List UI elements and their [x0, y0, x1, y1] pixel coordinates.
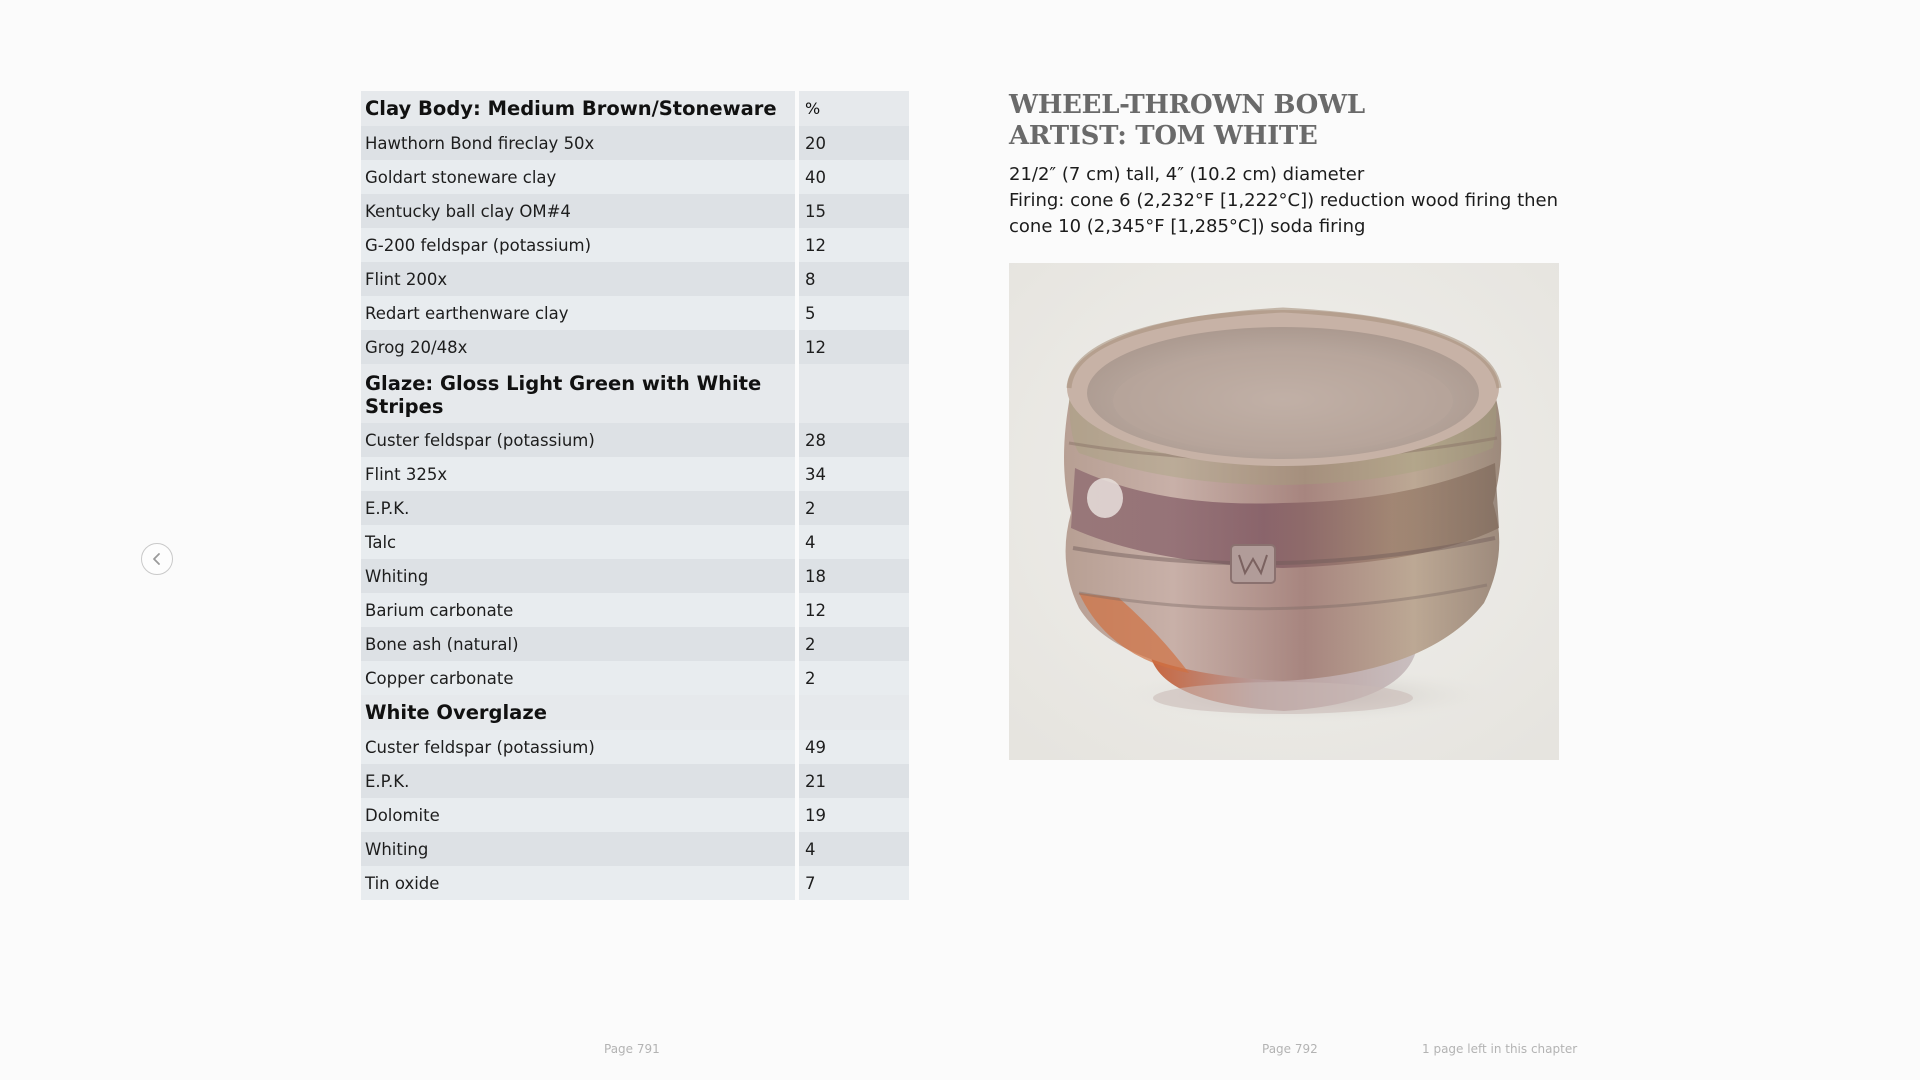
artwork-firing: Firing: cone 6 (2,232°F [1,222°C]) reduction wood firing then cone 10 (2,345°F [1,285°C]) soda firing [1009, 190, 1559, 237]
table-row [361, 457, 909, 491]
ingredient-name: Hawthorn Bond fireclay 50x [361, 126, 799, 160]
ingredient-percent: 4 [799, 525, 909, 559]
artwork-artist-line: ARTIST: TOM WHITE [1009, 121, 1318, 151]
ingredient-percent: 49 [799, 730, 909, 764]
bowl-photo [1009, 263, 1559, 760]
table-row [361, 661, 909, 695]
ingredient-percent: 4 [799, 832, 909, 866]
table-row [361, 491, 909, 525]
recipe-table-body [361, 91, 909, 900]
ingredient-name: Barium carbonate [361, 593, 799, 627]
ingredient-percent: 15 [799, 194, 909, 228]
ingredient-name: Grog 20/48x [361, 330, 799, 364]
ingredient-name: Whiting [361, 832, 799, 866]
artwork-title-line-1: WHEEL-THROWN BOWL [1009, 90, 1365, 120]
ingredient-name: Bone ash (natural) [361, 627, 799, 661]
ingredient-name: Goldart stoneware clay [361, 160, 799, 194]
recipe-table [361, 91, 909, 900]
ingredient-name: G-200 feldspar (potassium) [361, 228, 799, 262]
ingredient-name: Custer feldspar (potassium) [361, 423, 799, 457]
ingredient-name: E.P.K. [361, 491, 799, 525]
table-row [361, 330, 909, 364]
table-row [361, 423, 909, 457]
table-section-header [361, 364, 909, 423]
ingredient-percent: 12 [799, 228, 909, 262]
artwork-details [1009, 162, 1569, 240]
table-row [361, 627, 909, 661]
artwork-title [1009, 90, 1365, 152]
ingredient-percent: 12 [799, 330, 909, 364]
table-row [361, 764, 909, 798]
section-percent-header [799, 695, 909, 730]
section-title: White Overglaze [361, 695, 799, 730]
ingredient-percent: 2 [799, 627, 909, 661]
ingredient-percent: 18 [799, 559, 909, 593]
ingredient-percent: 34 [799, 457, 909, 491]
table-row [361, 559, 909, 593]
section-percent-header [799, 364, 909, 423]
section-title: Clay Body: Medium Brown/Stoneware [361, 91, 799, 126]
previous-page-button[interactable] [141, 543, 173, 575]
table-row [361, 593, 909, 627]
table-row [361, 730, 909, 764]
table-row [361, 262, 909, 296]
ingredient-percent: 19 [799, 798, 909, 832]
artwork-dimensions: 21/2″ (7 cm) tall, 4″ (10.2 cm) diameter [1009, 164, 1365, 185]
ingredient-percent: 2 [799, 491, 909, 525]
ingredient-percent: 20 [799, 126, 909, 160]
table-section-header [361, 695, 909, 730]
chevron-left-icon [150, 552, 164, 566]
ingredient-name: Flint 325x [361, 457, 799, 491]
ingredient-percent: 7 [799, 866, 909, 900]
left-page-number: Page 791 [604, 1042, 660, 1056]
ingredient-percent: 12 [799, 593, 909, 627]
ingredient-name: E.P.K. [361, 764, 799, 798]
ingredient-name: Copper carbonate [361, 661, 799, 695]
ingredient-name: Talc [361, 525, 799, 559]
table-row [361, 866, 909, 900]
ingredient-percent: 8 [799, 262, 909, 296]
table-row [361, 525, 909, 559]
ingredient-percent: 5 [799, 296, 909, 330]
table-row [361, 126, 909, 160]
table-row [361, 296, 909, 330]
ingredient-name: Kentucky ball clay OM#4 [361, 194, 799, 228]
section-percent-header: % [799, 91, 909, 126]
table-row [361, 832, 909, 866]
table-row [361, 160, 909, 194]
table-row [361, 798, 909, 832]
bowl-illustration [1009, 263, 1559, 760]
ingredient-name: Whiting [361, 559, 799, 593]
ingredient-name: Dolomite [361, 798, 799, 832]
table-row [361, 228, 909, 262]
ingredient-percent: 2 [799, 661, 909, 695]
ingredient-name: Tin oxide [361, 866, 799, 900]
right-page-number: Page 792 [1262, 1042, 1318, 1056]
table-section-header [361, 91, 909, 126]
ingredient-name: Redart earthenware clay [361, 296, 799, 330]
ingredient-name: Flint 200x [361, 262, 799, 296]
ingredient-name: Custer feldspar (potassium) [361, 730, 799, 764]
ingredient-percent: 40 [799, 160, 909, 194]
ingredient-percent: 21 [799, 764, 909, 798]
chapter-pages-remaining: 1 page left in this chapter [1422, 1042, 1578, 1056]
table-row [361, 194, 909, 228]
section-title: Glaze: Gloss Light Green with White Stripes [361, 364, 799, 423]
ingredient-percent: 28 [799, 423, 909, 457]
